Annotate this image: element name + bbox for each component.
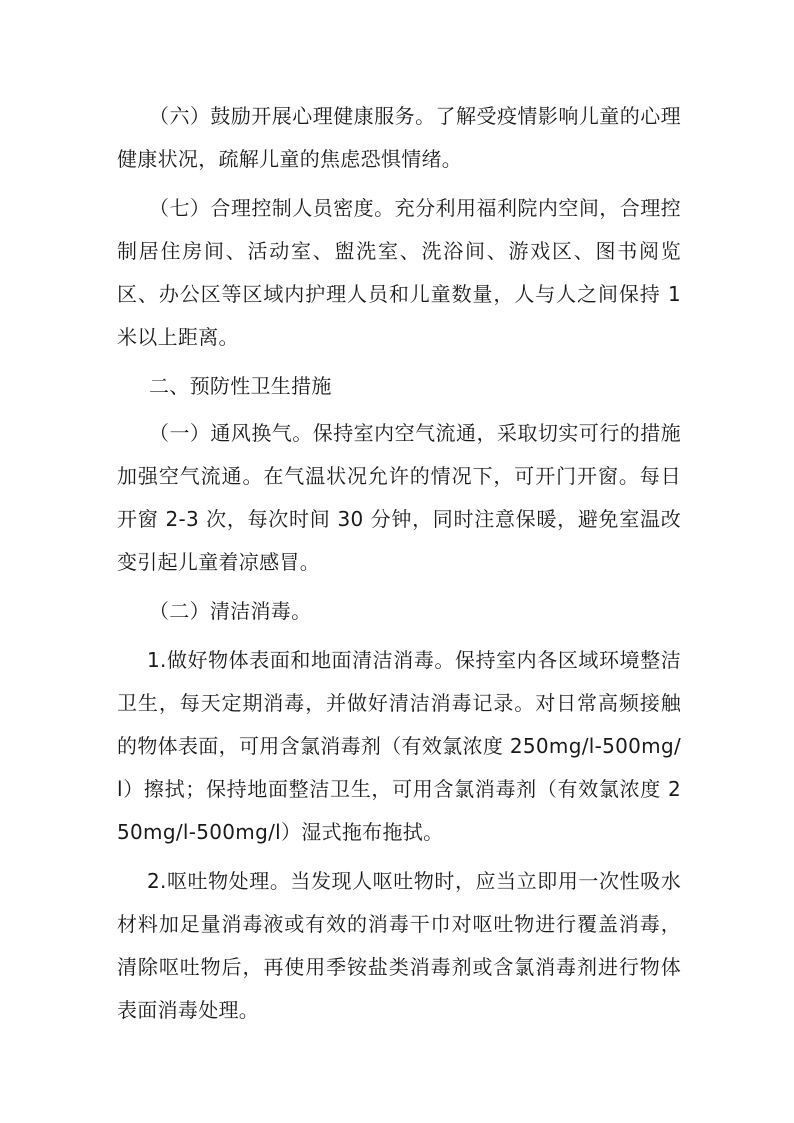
paragraph-psychological-health: （六）鼓励开展心理健康服务。了解受疫情影响儿童的心理健康状况，疏解儿童的焦虑恐惧情绪。 [117, 104, 681, 171]
paragraph-personnel-density: （七）合理控制人员密度。充分利用福利院内空间，合理控制居住房间、活动室、盥洗室、洗浴间、游戏区、图书阅览区、办公区等区域内护理人员和儿童数量，人与人之间保持 1 米以上距离。 [117, 196, 681, 349]
paragraph-surface-disinfection: 1.做好物体表面和地面清洁消毒。保持室内各区域环境整洁卫生，每天定期消毒，并做好清洁消毒记录。对日常高频接触的物体表面，可用含氯消毒剂（有效氯浓度 250mg/l-500mg/l）擦拭；保持地面整洁卫生，可用含氯消毒剂（有效氯浓度 250mg/l-500mg/l）湿式拖布拖拭。 [117, 648, 681, 844]
document-body [117, 95, 681, 1038]
section-heading-preventive-measures: 二、预防性卫生措施 [149, 374, 332, 398]
paragraph-vomit-handling: 2.呕吐物处理。当发现人呕吐物时，应当立即用一次性吸水材料加足量消毒液或有效的消毒干巾对呕吐物进行覆盖消毒，清除呕吐物后，再使用季铵盐类消毒剂或含氯消毒剂进行物体表面消毒处理。 [117, 869, 681, 1022]
paragraph-cleaning-disinfection: （二）清洁消毒。 [149, 599, 312, 623]
paragraph-ventilation: （一）通风换气。保持室内空气流通，采取切实可行的措施加强空气流通。在气温状况允许的情况下，可开门开窗。每日开窗 2-3 次，每次时间 30 分钟，同时注意保暖，避免室温改变引起儿童着凉感冒。 [117, 421, 681, 574]
